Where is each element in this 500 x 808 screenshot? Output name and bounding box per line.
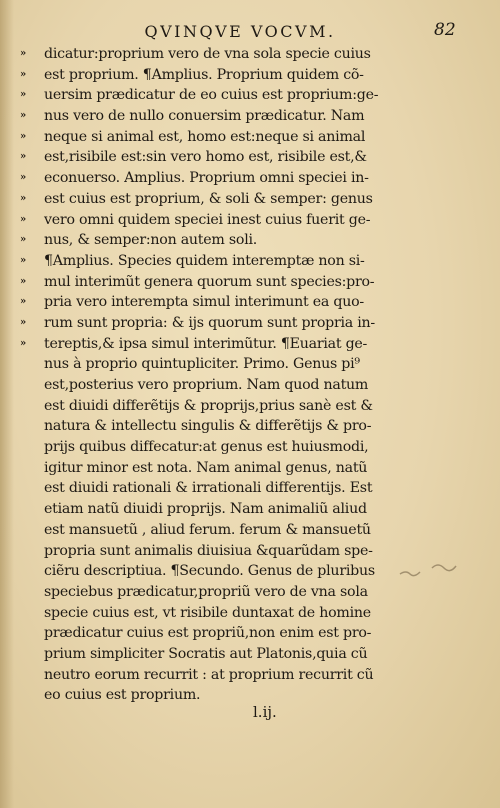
line-text: natura & intellectu singulis & differẽtijs & pro- [44, 418, 372, 435]
quotation-mark: » [20, 89, 26, 101]
text-line [20, 478, 460, 499]
quotation-mark: » [20, 68, 26, 80]
page-gutter-shadow [0, 0, 14, 808]
line-text: vero omni quidem speciei inest cuius fuerit ge- [44, 211, 371, 228]
text-line [20, 106, 460, 127]
text-line [20, 354, 460, 375]
quotation-mark: » [20, 275, 26, 287]
line-text: est proprium. ¶Amplius. Proprium quidem cõ- [44, 66, 364, 83]
line-text: dicatur:proprium vero de vna sola specie cuius [44, 46, 371, 62]
line-text: speciebus prædicatur,propriũ vero de vna sola [44, 583, 368, 600]
line-text: specie cuius est, vt risibile duntaxat de homine [44, 604, 371, 621]
quotation-mark: » [20, 48, 26, 59]
text-line [20, 127, 460, 148]
text-line [20, 561, 460, 582]
text-line [20, 313, 460, 334]
text-line [20, 520, 460, 541]
line-text: pria vero interempta simul interimunt ea quo- [44, 294, 364, 311]
line-text: prijs quibus diffecatur:at genus est huiusmodi, [44, 439, 369, 456]
text-line [20, 375, 460, 396]
text-line [20, 665, 460, 686]
line-text: ¶Amplius. Species quidem interemptæ non si- [44, 252, 365, 269]
line-text: neque si animal est, homo est:neque si animal [44, 128, 366, 145]
text-line [20, 396, 460, 417]
text-line [20, 147, 460, 168]
text-line [20, 644, 460, 665]
line-text: nus, & semper:non autem soli. [44, 232, 258, 249]
text-line [20, 210, 460, 231]
line-text: econuerso. Amplius. Proprium omni speciei in- [44, 170, 369, 187]
quotation-mark: » [20, 254, 26, 266]
text-line [20, 44, 460, 65]
text-line [20, 251, 460, 272]
body-text [20, 44, 460, 706]
quotation-mark: » [20, 234, 26, 246]
quotation-mark: » [20, 110, 26, 122]
text-line [20, 292, 460, 313]
line-text: est mansuetũ , aliud ferum. ferum & mansuetũ [44, 521, 371, 538]
quotation-mark: » [20, 151, 26, 163]
quotation-mark: » [20, 337, 26, 349]
quotation-mark: » [20, 316, 26, 328]
line-text: tereptis,& ipsa simul interimũtur. ¶Euariat ge- [44, 335, 368, 352]
running-head: QVINQVE VOCVM. [144, 22, 336, 41]
text-line [20, 582, 460, 603]
line-text: prædicatur cuius est propriũ,non enim est pro- [44, 625, 372, 642]
text-line [20, 623, 460, 644]
line-text: est,posterius vero proprium. Nam quod natum [44, 377, 369, 393]
text-line [20, 416, 460, 437]
line-text: est,risibile est:sin vero homo est, risibile est,& [44, 149, 367, 166]
signature-mark: l.ij. [253, 703, 277, 721]
line-text: neutro eorum recurrit : at proprium recurrit cũ [44, 666, 374, 683]
text-line [20, 437, 460, 458]
line-text: nus à proprio quintupliciter. Primo. Genus pi⁹ [44, 356, 360, 373]
folio-number: 82 [434, 20, 456, 40]
line-text: est diuidi differẽtijs & proprijs,prius sanè est & [44, 397, 373, 414]
quotation-mark: » [20, 213, 26, 225]
line-text: nus vero de nullo conuersim prædicatur. Nam [44, 108, 365, 125]
text-line [20, 85, 460, 106]
text-line [20, 603, 460, 624]
quotation-mark: » [20, 296, 26, 308]
quotation-mark: » [20, 172, 26, 184]
text-line [20, 541, 460, 562]
quotation-mark: » [20, 130, 26, 142]
line-text: rum sunt propria: & ijs quorum sunt propria in- [44, 314, 375, 331]
line-text: uersim prædicatur de eo cuius est proprium:ge- [44, 87, 379, 104]
text-line [20, 334, 460, 355]
text-line [20, 189, 460, 210]
line-text: etiam natũ diuidi proprijs. Nam animaliũ aliud [44, 501, 367, 518]
ink-stain-mark [398, 560, 458, 584]
line-text: ciẽru descriptiua. ¶Secundo. Genus de pluribus [44, 563, 375, 580]
text-line [20, 230, 460, 251]
text-line [20, 272, 460, 293]
line-text: prium simpliciter Socratis aut Platonis,quia cũ [44, 645, 368, 662]
text-line [20, 65, 460, 86]
line-text: eo cuius est proprium. [44, 687, 201, 704]
line-text: propria sunt animalis diuisiua &quarũdam spe- [44, 542, 373, 559]
line-text: est diuidi rationali & irrationali differentijs. Est [44, 480, 373, 497]
quotation-mark: » [20, 192, 26, 204]
line-text: est cuius est proprium, & soli & semper: genus [44, 190, 373, 207]
line-text: igitur minor est nota. Nam animal genus, natũ [44, 459, 368, 476]
text-line [20, 168, 460, 189]
text-line [20, 499, 460, 520]
text-line [20, 685, 460, 706]
line-text: mul interimũt genera quorum sunt species:pro- [44, 273, 375, 290]
text-line [20, 458, 460, 479]
